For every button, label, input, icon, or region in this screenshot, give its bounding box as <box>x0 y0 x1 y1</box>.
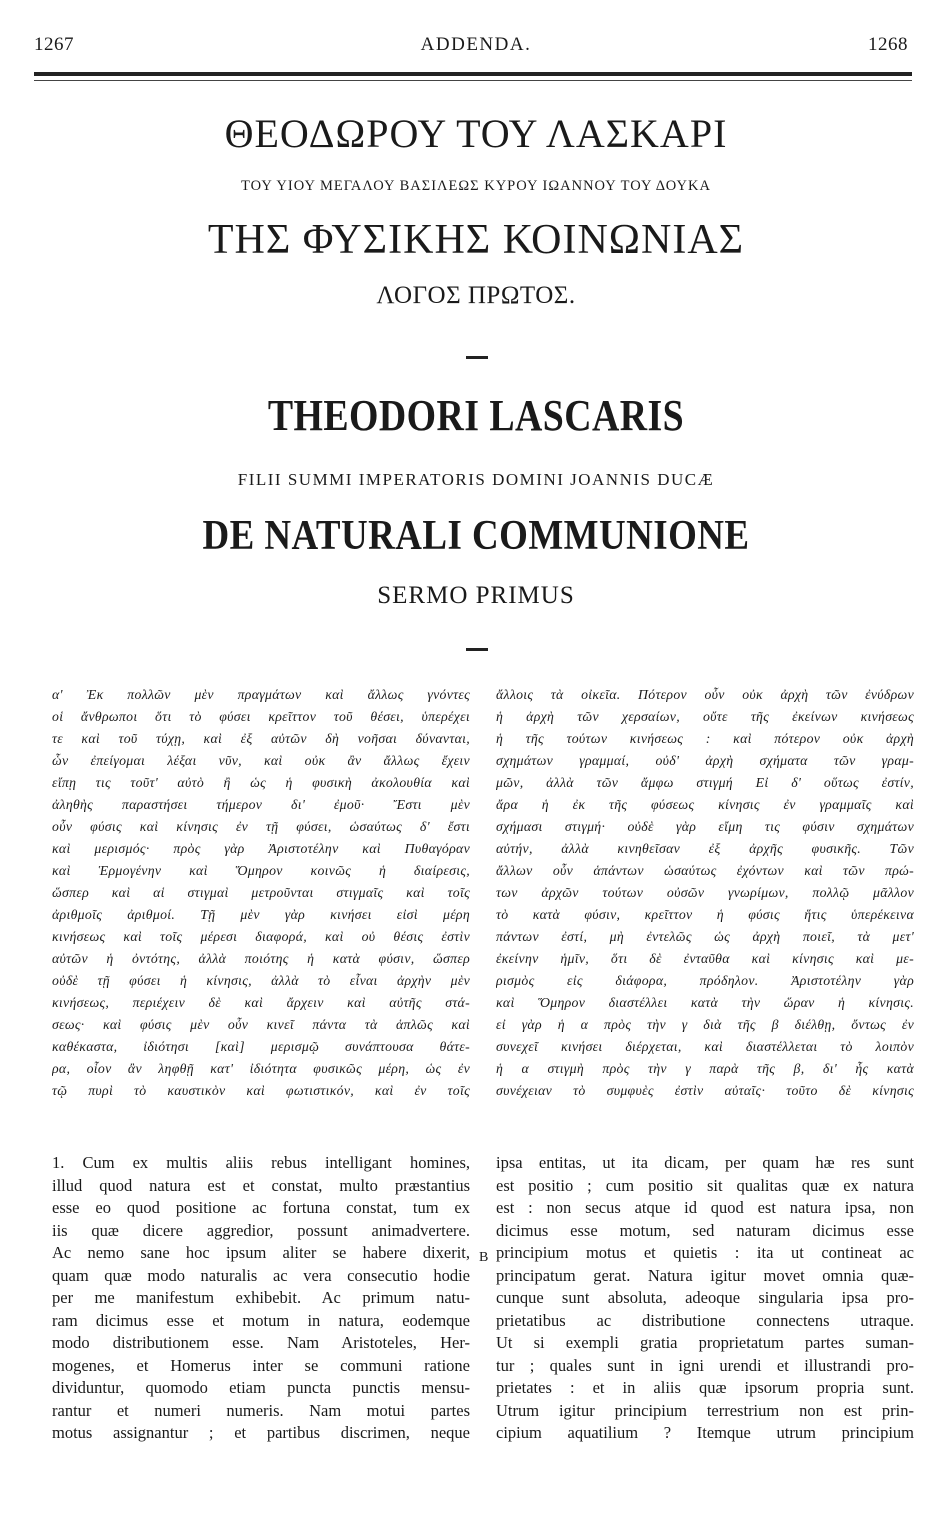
text-line: πάντων ἐστί, μὴ ἐντελῶς ὡς ἀρχὴ ποιεῖ, τὰ μετ' <box>496 929 914 944</box>
text-line: ἄρα ἡ ἐκ τῆς φύσεως κίνησις ἐν γραμμαῖς καὶ <box>496 797 914 812</box>
text-line: ram dicimus esse et motum in natura, eodemque <box>52 1310 470 1330</box>
text-line: Ut si exempli gratia proprietatum partes suman- <box>496 1333 914 1352</box>
text-line: est : non secus atque id quod est natura ipsa, non <box>496 1198 914 1217</box>
text-line: εἴπῃ τις τοῦτ' αὐτὸ ἢ ὡς ἡ φυσικὴ ἀκολουθία καὶ <box>52 775 470 790</box>
greek-text-column-left <box>52 684 470 1102</box>
text-line: α' Ἐκ πολλῶν μὲν πραγμάτων καὶ ἄλλως γνόντες <box>52 687 470 702</box>
text-line: τε καὶ τοῦ τύχῃ, καὶ ἐξ αὐτῶν δὴ νοῆσαι δύνανται, <box>52 731 470 746</box>
latin-text-column-right <box>496 1152 914 1445</box>
latin-subtitle: FILII SUMMI IMPERATORIS DOMINI JOANNIS DUCÆ <box>237 470 715 489</box>
header-rule-thin <box>34 80 912 81</box>
text-line: mogenes, et Homerus inter se communi ratione <box>52 1355 470 1375</box>
text-line: εἰ γὰρ ἡ α πρὸς τὴν γ διὰ τῆς β διέλθῃ, ὄντως ἐν <box>496 1017 914 1032</box>
text-line: κινήσεως καὶ τοῖς μέρεσι διαφορά, καὶ οὐ θέσις ἐστὶν <box>52 929 470 944</box>
text-line: tur ; quales sunt in igni urendi et illustrandi pro- <box>496 1355 914 1375</box>
text-line: οὐδὲ τῇ φύσει ἡ κίνησις, ἀλλὰ τὸ εἶναι ἀρχὴν μὲν <box>52 973 470 988</box>
text-line: est positio ; cum positio sit qualitas quæ ex natura <box>496 1175 914 1195</box>
text-line: Ac nemo sane hoc ipsum aliter se habere dixerit, <box>52 1243 470 1262</box>
page-number-right: 1268 <box>868 34 908 55</box>
text-line: illud quod natura est et constat, multo præstantius <box>52 1175 470 1195</box>
text-line: ἐκείνην ἡμῖν, ὅτι δὲ ἐνταῦθα καὶ κίνησις καὶ με- <box>496 951 914 966</box>
text-line: ἡ α στιγμὴ πρὸς τὴν γ παρὰ τῆς β, δι' ἧς κατὰ <box>496 1061 914 1076</box>
latin-text-column-left <box>52 1152 470 1445</box>
text-line: τὸ κατὰ φύσιν, κρεῖττον ἡ φύσις ἥτις ὑπερέκεινα <box>496 907 914 922</box>
text-line: οἱ ἄνθρωποι ὅτι τὸ φύσει κρεῖττον τοῦ θέσει, ὑπερέχει <box>52 709 470 724</box>
text-line: καὶ μερισμός· πρὸς γὰρ Ἀριστοτέλην καὶ Πυθαγόραν <box>52 841 470 856</box>
text-line: per me manifestum exhibebit. Ac primum natu- <box>52 1288 470 1307</box>
text-line: dividuntur, quomodo etiam puncta punctis mensu- <box>52 1378 470 1397</box>
text-line: ὥσπερ καὶ αἱ στιγμαὶ μετροῦνται στιγμαῖς καὶ τοῖς <box>52 885 470 900</box>
text-line: ἄλλων οὖν ἁπάντων ὡσαύτως ἐχόντων καὶ τῶν πρώ- <box>496 863 914 878</box>
text-line: οὖν φύσις καὶ κίνησις ἐν τῇ φύσει, ὡσαύτως δ' ἔστι <box>52 819 470 834</box>
text-line: Utrum igitur principium terrestrium non est prin- <box>496 1400 914 1420</box>
latin-work-title: DE NATURALI COMMUNIONE <box>202 513 750 559</box>
text-line: ὧν ἐπείγομαι λέξαι νῦν, καὶ οὐκ ἂν ἄλλως ἔχειν <box>52 753 470 768</box>
greek-work-title: ΤΗΣ ΦΥΣΙΚΗΣ ΚΟΙΝΩΝΙΑΣ <box>207 217 745 263</box>
text-line: esse eo quod positione ac fortuna constat, tum ex <box>52 1198 470 1217</box>
text-line: ἡ ἀρχὴ τῶν χερσαίων, οὔτε τῆς ἐκείνων κινήσεως <box>496 709 914 724</box>
text-line: modo distributionem esse. Nam Aristoteles, Her- <box>52 1333 470 1352</box>
text-line: dicimus esse motum, sed naturam dicimus esse <box>496 1220 914 1240</box>
text-line: αὐτήν, ἀλλὰ κινηθεῖσαν ἐξ ἀρχῆς φυσικῆς. Τῶν <box>496 841 914 856</box>
text-line: ἄλλοις τὰ οἰκεῖα. Πότερον οὖν οὐκ ἀρχὴ τῶν ἐνύδρων <box>496 687 914 702</box>
text-line: ἡ τῆς τούτων κινήσεως : καὶ πότερον οὐκ ἀρχὴ <box>496 731 914 746</box>
text-line: quam quæ modo naturalis ac vera consecutio hodie <box>52 1265 470 1285</box>
text-line: ρα, οἷον ἂν ληφθῇ κατ' ἰδιότητα φυσικῶς μέρη, ὡς ἐν <box>52 1061 470 1076</box>
margin-letter: B <box>479 1250 489 1265</box>
greek-book-heading: ΛΟΓΟΣ ΠΡΩΤΟΣ. <box>376 282 576 309</box>
running-title: ADDENDA. <box>420 34 532 55</box>
greek-text-column-right <box>496 684 914 1102</box>
text-line: μῶν, ἀλλὰ τῶν ἄμφω στιγμή Εἰ δ' οὕτως ἐστίν, <box>496 775 914 790</box>
text-line: cipium aquatilium ? Itemque utrum principium <box>496 1423 914 1442</box>
text-line: κινήσεως, περιέχειν δὲ καὶ ἄρχειν καὶ αὐτῆς στά- <box>52 995 470 1010</box>
text-line: principatum gerat. Natura igitur movet omnia quæ- <box>496 1265 914 1285</box>
latin-author-heading: THEODORI LASCARIS <box>267 391 685 440</box>
text-line: prietatibus ac distributione connectens utraque. <box>496 1310 914 1330</box>
text-line: motus assignantur ; et partibus discrimen, neque <box>52 1423 470 1442</box>
section-divider <box>466 648 488 651</box>
text-line: σεως· καὶ φύσις μὲν οὖν κινεῖ πάντα τὰ ἁπλῶς καὶ <box>52 1017 470 1032</box>
text-line: cunque sunt absoluta, adeoque singularia ipsa pro- <box>496 1288 914 1307</box>
text-line: ἀληθὴς παραστήσει τήμερον δι' ἐμοῦ· Ἔστι μὲν <box>52 797 470 812</box>
text-line: ipsa entitas, ut ita dicam, per quam hæ res sunt <box>496 1153 914 1172</box>
section-divider <box>466 356 488 359</box>
text-line: prietates : et in aliis quæ ipsorum propria sunt. <box>496 1378 914 1397</box>
text-line: συνέχειαν τὸ συμφυὲς ἐστὶν αὐταῖς· τοῦτο δὲ κίνησις <box>496 1083 914 1098</box>
page-number-left: 1267 <box>34 34 74 55</box>
text-line: αὐτῶν ἡ ὀντότης, ἀλλὰ ποιότης ἡ κατὰ φύσιν, ὥσπερ <box>52 951 470 966</box>
header-rule-thick <box>34 72 912 76</box>
text-line: σχημάτων γραμμαί, οὐδ' ἀρχὴ σχήματα τῶν γραμ- <box>496 753 914 768</box>
text-line: rantur et numeri numeris. Nam motui partes <box>52 1400 470 1420</box>
text-line: σχήμασι στιγμή· οὐδὲ γὰρ εἴμη τις φύσιν σχημάτων <box>496 819 914 834</box>
latin-book-heading: SERMO PRIMUS <box>377 582 575 609</box>
text-line: 1. Cum ex multis aliis rebus intelligant homines, <box>52 1153 470 1172</box>
text-line: καὶ Ἑρμογένην καὶ Ὅμηρον κοινῶς ἡ διαίρεσις, <box>52 863 470 878</box>
text-line: ρισμὸς εἰς διάφορα, πρόδηλον. Ἀριστοτέλην γὰρ <box>496 973 914 988</box>
greek-subtitle: ΤΟΥ ΥΙΟΥ ΜΕΓΑΛΟΥ ΒΑΣΙΛΕΩΣ ΚΥΡΟΥ ΙΩΑΝΝΟΥ ΤΟΥ ΔΟΥΚΑ <box>241 178 711 194</box>
greek-author-heading: ΘΕΟΔΩΡΟΥ ΤΟΥ ΛΑΣΚΑΡΙ <box>224 111 728 156</box>
text-line: καὶ Ὅμηρον διαστέλλει κατὰ τὴν ὥραν ἡ κίνησις. <box>496 995 914 1010</box>
text-line: συνεχεῖ κινήσει διέρχεται, καὶ διαστέλλεται τὸ λοιπὸν <box>496 1039 914 1054</box>
text-line: principium motus et quietis : ita ut contineat ac <box>496 1243 914 1262</box>
text-line: ἀριθμοῖς ἀριθμοί. Τῇ μὲν γὰρ κινήσει εἰσὶ μέρη <box>52 907 470 922</box>
text-line: των ἀρχῶν τούτων οὐσῶν γνωρίμων, πολλῷ μᾶλλον <box>496 885 914 900</box>
text-line: καθέκαστα, ἰδιότησι [καὶ] μερισμῷ συνάπτουσα θάτε- <box>52 1039 470 1054</box>
text-line: iis quæ dicere aggredior, possunt animadvertere. <box>52 1220 470 1240</box>
text-line: τῷ πυρὶ τὸ καυστικὸν καὶ φωτιστικόν, καὶ ἐν τοῖς <box>52 1083 470 1098</box>
